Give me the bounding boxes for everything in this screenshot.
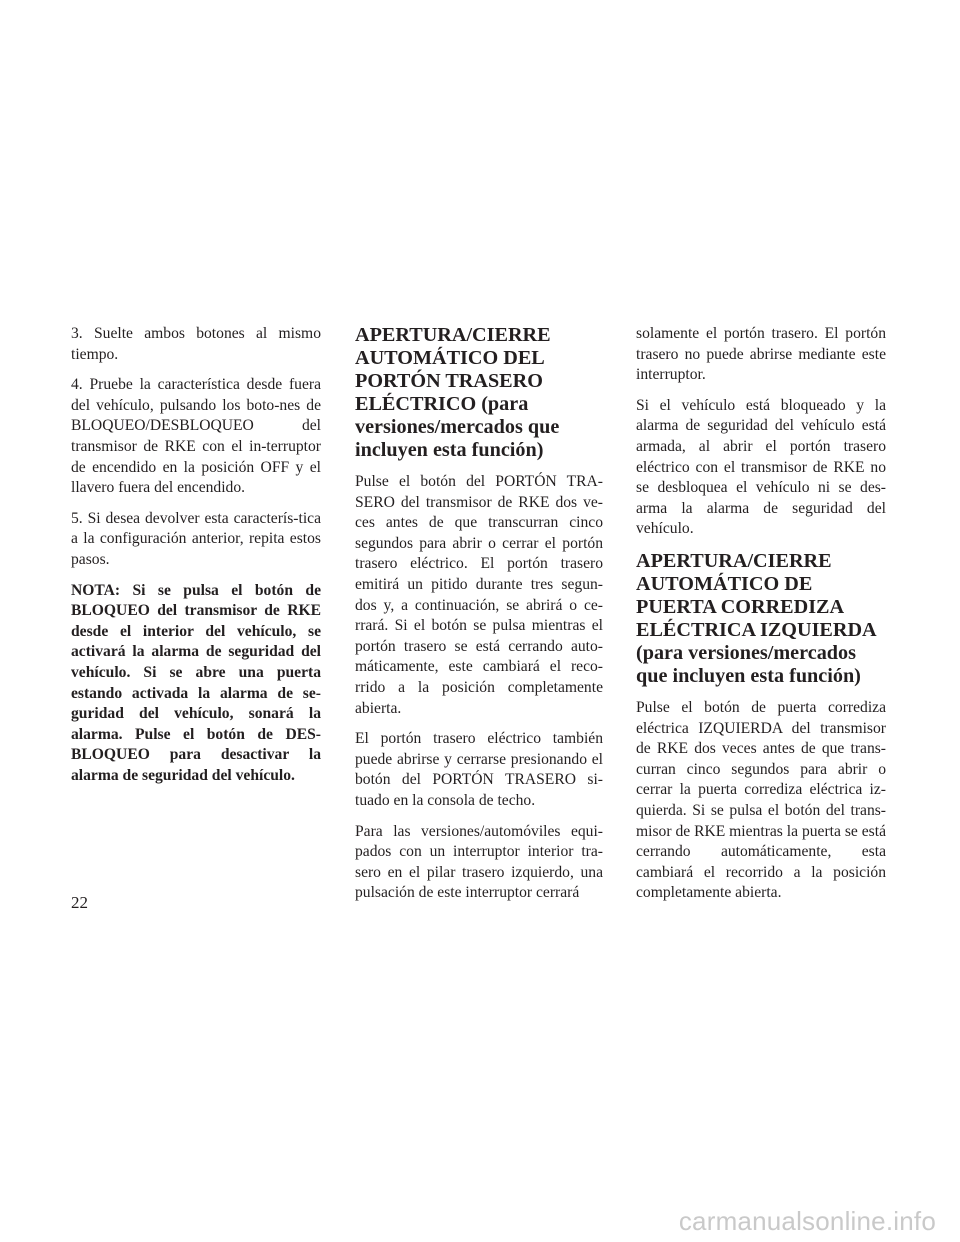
- step-5-paragraph: 5. Si desea devolver esta caracterís-tica a la configuración anterior, repita estos pasos.: [71, 509, 321, 568]
- watermark-text: carmanualsonline.info: [678, 1206, 936, 1236]
- column-right: [636, 324, 886, 914]
- column-middle: [355, 324, 603, 914]
- column-left: [71, 324, 321, 786]
- sliding-door-paragraph: Pulse el botón de puerta corrediza eléctrica IZQUIERDA del transmisor de RKE dos veces antes de que trans-curran cinco segundos para abrir o cerrar la puerta corrediza eléctrica iz-quierda. Si se pulsa el botón del trans-misor de RKE mientras la puerta se está cerrando automáticamente, esta cambiará el recorrido a la posición completamente abierta.: [636, 698, 886, 902]
- step-3-paragraph: 3. Suelte ambos botones al mismo tiempo.: [71, 325, 321, 363]
- step-4-paragraph: 4. Pruebe la característica desde fuera del vehículo, pulsando los boto-nes de BLOQUEO/DESBLOQUEO del transmisor de RKE con el in-terruptor de encendido en la posición OFF y el llavero fuera del encendido.: [71, 376, 321, 497]
- liftgate-paragraph-4: solamente el portón trasero. El portón trasero no puede abrirse mediante este interruptor.: [636, 325, 886, 384]
- section-heading-sliding-door: APERTURA/CIERRE AUTOMÁTICO DE PUERTA CORREDIZA ELÉCTRICA IZQUIERDA (para versiones/mercados que incluyen esta función): [636, 549, 876, 687]
- liftgate-paragraph-1: Pulse el botón del PORTÓN TRA-SERO del transmisor de RKE dos ve-ces antes de que transcurran cinco segundos para abrir o cerrar el portón trasero eléctrico. El portón trasero emitirá un pitido durante tres segun-dos y, a continuación, se abrirá o ce-rrará. Si el botón se pulsa mientras el portón trasero se está cerrando auto-máticamente, este cambiará el reco-rrido a la posición completamente abierta.: [355, 473, 603, 717]
- liftgate-paragraph-3: Para las versiones/automóviles equi-pados con un interruptor interior tra-sero en el pilar trasero izquierdo, una pulsación de este interruptor cerrará: [355, 822, 603, 902]
- liftgate-paragraph-5: Si el vehículo está bloqueado y la alarma de seguridad del vehículo está armada, al abrir el portón trasero eléctrico con el transmisor de RKE no se desbloquea el vehículo ni se des-arma la alarma de seguridad del vehículo.: [636, 396, 886, 538]
- note-paragraph: NOTA: Si se pulsa el botón de BLOQUEO del transmisor de RKE desde el interior del vehículo, se activará la alarma de seguridad del vehículo. Si se abre una puerta estando activada la alarma de se-guridad del vehículo, sonará la alarma. Pulse el botón de DES-BLOQUEO para desactivar la alarma de seguridad del vehículo.: [71, 581, 321, 784]
- liftgate-paragraph-2: El portón trasero eléctrico también puede abrirse y cerrarse presionando el botón del PORTÓN TRASERO si-tuado en la consola de techo.: [355, 730, 603, 809]
- page-number: 22: [71, 893, 88, 912]
- section-heading-power-liftgate: APERTURA/CIERRE AUTOMÁTICO DEL PORTÓN TRASERO ELÉCTRICO (para versiones/mercados que incluyen esta función): [355, 324, 560, 461]
